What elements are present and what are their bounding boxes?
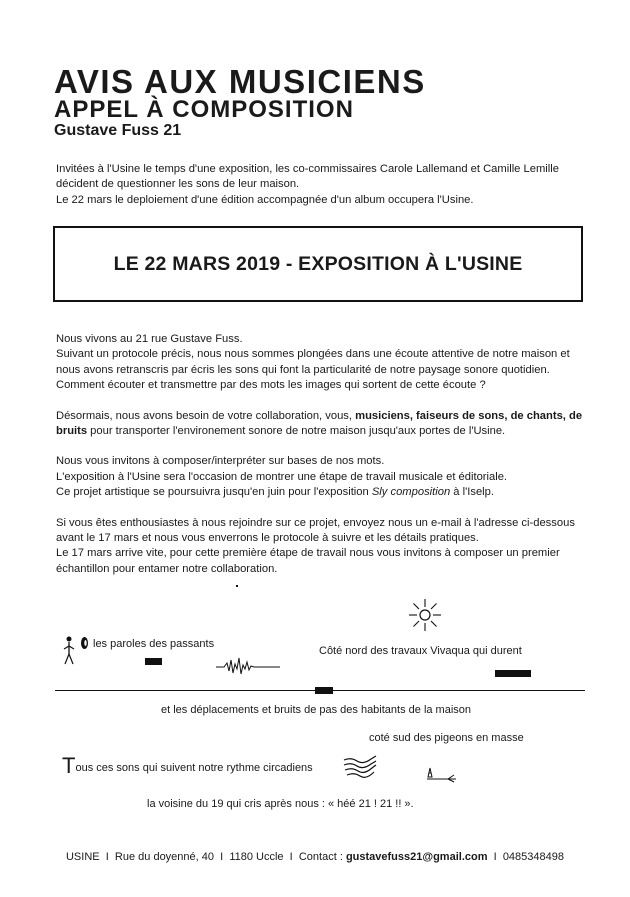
ear-icon <box>80 636 89 650</box>
main-title: AVIS AUX MUSICIENS <box>54 63 426 100</box>
footer-phone: 0485348498 <box>502 851 564 863</box>
email-link[interactable]: gustavefuss21@gmail.com <box>345 851 488 863</box>
sound-bar-short <box>145 658 162 665</box>
musicians-emphasis: musiciens, faiseurs de sons, de chants, de bruits <box>56 409 583 438</box>
score-passants: les paroles des passants <box>93 638 215 650</box>
text-span: à l'Iselp. <box>450 486 495 499</box>
collaboration-paragraph <box>56 409 591 440</box>
body-line: Comment écouter et transmettre par des mots les images qui sortent de cette écoute ? <box>56 379 486 392</box>
score-vivaqua: Côté nord des travaux Vivaqua qui durent <box>319 645 522 657</box>
separator: I <box>220 851 224 863</box>
footer-contact <box>0 851 630 863</box>
footer-street: Rue du doyenné, 40 <box>114 851 215 863</box>
waveform-icon <box>216 655 280 677</box>
body-text <box>56 332 591 577</box>
subtitle: APPEL À COMPOSITION <box>54 96 354 123</box>
text-span: pour transporter l'environement sonore de notre maison jusqu'aux portes de l'Usine. <box>87 425 506 438</box>
intro-paragraph <box>56 162 591 208</box>
body-line: Si vous êtes enthousiastes à nous rejoindre sur ce projet, envoyez nous un e-mail à l'adresse ci-dessous avant le 17 mars et nous vous enverrons le protocole à suivre et les détails pratiques. <box>56 516 575 545</box>
iselp-line <box>56 485 591 500</box>
drop-cap: T <box>62 753 76 778</box>
intro-line: Le 22 mars le deploiement d'une édition accompagnée d'un album occupera l'Usine. <box>56 193 474 206</box>
body-line: Nous vivons au 21 rue Gustave Fuss. <box>56 333 243 345</box>
score-pigeons: coté sud des pigeons en masse <box>369 732 524 744</box>
sun-icon <box>408 598 442 632</box>
exhibition-title: Sly composition <box>371 486 451 499</box>
body-line: L'exposition à l'Usine sera l'occasion de montrer une étape de travail musicale et éditoriale. <box>56 470 508 483</box>
text-span: Désormais, nous avons besoin de votre collaboration, vous, <box>56 409 356 422</box>
text-span: Ce projet artistique se poursuivra jusqu'en juin pour l'exposition <box>56 486 372 499</box>
date-banner <box>53 226 583 302</box>
body-line: Suivant un protocole précis, nous nous sommes plongées dans une écoute attentive de notre maison et nous avons retranscris par écris les sons qui font la particularité de notre paysage sonore quotidien. <box>56 348 570 376</box>
score-voisine: la voisine du 19 qui cris après nous : « héé 21 ! 21 !! ». <box>147 798 414 810</box>
sound-bar-long <box>495 670 531 677</box>
dot-mark <box>236 585 238 587</box>
footer-city: 1180 Uccle <box>229 851 284 863</box>
timeline-line <box>55 690 585 691</box>
text-span: ous ces sons qui suivent notre rythme circadiens <box>75 762 313 774</box>
banner-text: LE 22 MARS 2019 - EXPOSITION À L'USINE <box>113 252 523 275</box>
score-rythme <box>62 755 313 777</box>
separator: I <box>105 851 109 863</box>
separator: I <box>289 851 293 863</box>
stick-figure-icon <box>63 636 75 666</box>
body-line: Nous vous invitons à composer/interpréter sur bases de nos mots. <box>56 455 385 468</box>
footer-place: USINE <box>65 851 100 863</box>
intro-line: Invitées à l'Usine le temps d'une exposition, les co-commissaires Carole Lallemand et Camille Lemille décident de questionner les sons de leur maison. <box>56 163 559 191</box>
address-title: Gustave Fuss 21 <box>54 122 182 139</box>
body-line: Le 17 mars arrive vite, pour cette première étape de travail nous vous invitons à composer un premier échantillon pour entamer notre collaboration. <box>56 547 560 575</box>
bird-icon <box>426 765 458 783</box>
score-deplacements: et les déplacements et bruits de pas des habitants de la maison <box>161 704 472 716</box>
footer-contact-label: Contact : <box>298 851 346 863</box>
separator: I <box>493 851 497 863</box>
wind-icon <box>343 754 377 780</box>
